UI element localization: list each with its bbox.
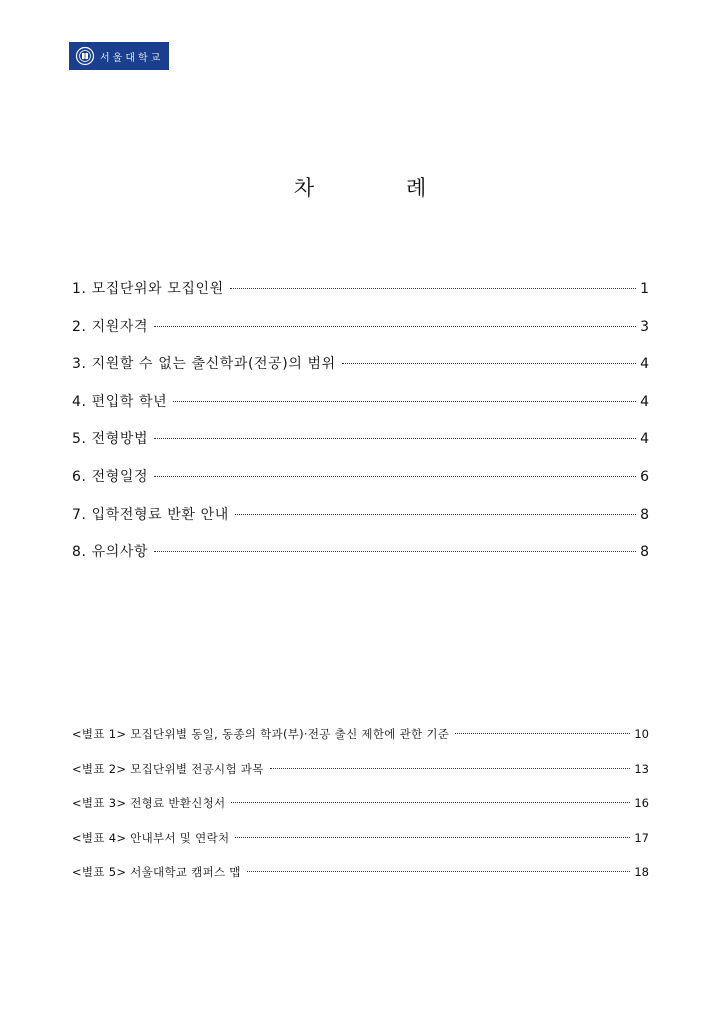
appendix-entry[interactable]	[72, 795, 649, 830]
logo-text: 서울대학교	[100, 52, 164, 64]
toc-entry-label: 1. 모집단위와 모집인원	[72, 281, 224, 297]
toc-entry[interactable]	[72, 316, 649, 354]
dot-leader	[173, 401, 636, 402]
toc-entry-label: 7. 입학전형료 반환 안내	[72, 506, 229, 523]
title-char-right: 례	[406, 176, 427, 200]
dot-leader	[270, 768, 631, 769]
dot-leader	[154, 551, 636, 552]
university-logo	[69, 42, 169, 70]
toc-entry-page-number: 8	[640, 544, 649, 561]
toc-entry-page-number: 4	[640, 356, 649, 373]
dot-leader	[235, 514, 636, 515]
dot-leader	[247, 871, 631, 872]
toc-entry[interactable]	[72, 541, 649, 579]
toc-entry[interactable]	[72, 466, 649, 504]
table-of-contents	[72, 278, 649, 579]
dot-leader	[342, 363, 636, 364]
appendix-entry-page-number: 17	[634, 830, 649, 845]
university-emblem-icon	[75, 46, 95, 66]
toc-entry-page-number: 4	[640, 393, 649, 410]
page-title	[0, 172, 720, 202]
dot-leader	[230, 288, 636, 289]
title-char-left: 차	[293, 176, 314, 200]
appendix-entry-label: <별표 5> 서울대학교 캠퍼스 맵	[72, 865, 241, 879]
appendix-list	[72, 726, 649, 899]
appendix-entry-page-number: 18	[634, 865, 649, 879]
toc-entry[interactable]	[72, 353, 649, 391]
appendix-entry[interactable]	[72, 864, 649, 899]
appendix-entry-page-number: 16	[634, 796, 649, 810]
toc-entry[interactable]	[72, 278, 649, 316]
dot-leader	[455, 733, 630, 734]
toc-entry-page-number: 3	[640, 318, 649, 335]
toc-entry-page-number: 1	[640, 281, 649, 297]
appendix-entry-page-number: 13	[634, 761, 649, 776]
toc-entry[interactable]	[72, 504, 649, 542]
toc-entry-page-number: 8	[640, 506, 649, 523]
toc-entry-page-number: 6	[640, 468, 649, 485]
appendix-entry-page-number: 10	[634, 727, 649, 741]
toc-entry[interactable]	[72, 428, 649, 466]
dot-leader	[154, 438, 636, 439]
toc-entry-page-number: 4	[640, 431, 649, 448]
toc-entry-label: 8. 유의사항	[72, 544, 149, 561]
toc-entry-label: 3. 지원할 수 없는 출신학과(전공)의 범위	[72, 356, 336, 373]
dot-leader	[235, 837, 630, 838]
dot-leader	[231, 802, 630, 803]
appendix-entry[interactable]	[72, 761, 649, 796]
appendix-entry-label: <별표 1> 모집단위별 동일, 동종의 학과(부)·전공 출신 제한에 관한 기준	[72, 727, 450, 741]
appendix-entry[interactable]	[72, 726, 649, 761]
appendix-entry[interactable]	[72, 830, 649, 865]
appendix-entry-label: <별표 4> 안내부서 및 연락처	[72, 830, 230, 845]
appendix-entry-label: <별표 2> 모집단위별 전공시험 과목	[72, 761, 264, 776]
toc-entry[interactable]	[72, 391, 649, 429]
toc-entry-label: 4. 편입학 학년	[72, 393, 168, 410]
toc-entry-label: 6. 전형일정	[72, 468, 149, 485]
toc-entry-label: 5. 전형방법	[72, 431, 149, 448]
dot-leader	[154, 476, 636, 477]
dot-leader	[154, 326, 636, 327]
appendix-entry-label: <별표 3> 전형료 반환신청서	[72, 796, 226, 810]
toc-entry-label: 2. 지원자격	[72, 318, 149, 335]
